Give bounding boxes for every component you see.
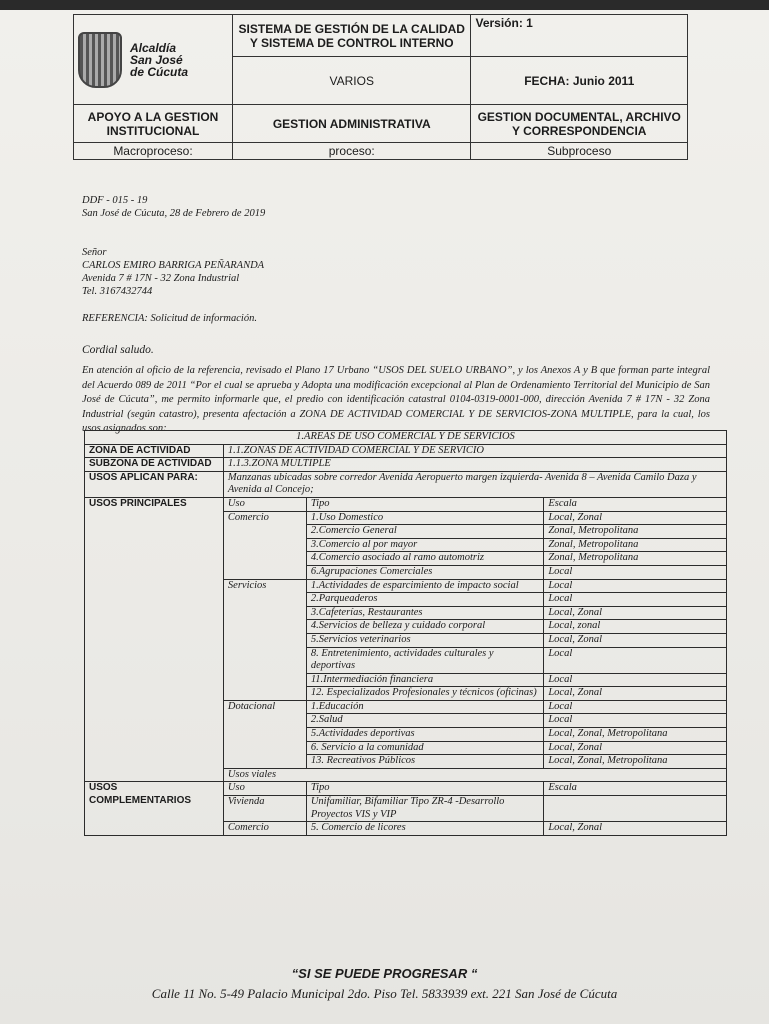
letter-date: San José de Cúcuta, 28 de Febrero de 2019 [82, 208, 266, 219]
greeting: Cordial saludo. [82, 344, 154, 356]
varios-label: VARIOS [233, 57, 471, 105]
tipo-cell: 11.Intermediación financiera [306, 673, 544, 687]
land-use-table [84, 430, 727, 836]
recipient-tel: Tel. 3167432744 [82, 286, 153, 297]
tipo-cell: 4.Comercio asociado al ramo automotriz [306, 552, 544, 566]
usos-complementarios-label: USOS COMPLEMENTARIOS [85, 782, 224, 835]
tipo-cell: 6. Servicio a la comunidad [306, 741, 544, 755]
tipo-cell: 5.Servicios veterinarios [306, 633, 544, 647]
zona-value: 1.1.ZONAS DE ACTIVIDAD COMERCIAL Y DE SERVICIO [223, 444, 726, 458]
escala-cell: Zonal, Metropolitana [544, 552, 727, 566]
tipo-cell: 1.Educación [306, 700, 544, 714]
escala-cell: Local, Zonal [544, 687, 727, 701]
subproceso-value: GESTION DOCUMENTAL, ARCHIVO Y CORRESPONDENCIA [471, 105, 688, 143]
tipo-cell: 12. Especializados Profesionales y técnicos (oficinas) [306, 687, 544, 701]
subzona-label: SUBZONA DE ACTIVIDAD [85, 458, 224, 472]
table-row [85, 471, 727, 497]
escala-cell [544, 796, 727, 822]
escala-cell: Zonal, Metropolitana [544, 538, 727, 552]
recipient-block [82, 246, 707, 298]
proceso-value: GESTION ADMINISTRATIVA [233, 105, 471, 143]
tipo-cell: 6.Agrupaciones Comerciales [306, 565, 544, 579]
table-title: 1.AREAS DE USO COMERCIAL Y DE SERVICIOS [85, 431, 727, 445]
tipo-cell: 2.Comercio General [306, 525, 544, 539]
escala-cell: Local, Zonal [544, 633, 727, 647]
col-uso: Uso [223, 782, 306, 796]
tipo-cell: 5.Actividades deportivas [306, 728, 544, 742]
document-header [73, 14, 688, 160]
uso-group-label: Dotacional [223, 700, 306, 768]
subproceso-label: Subproceso [471, 143, 688, 160]
escala-cell: Local, Zonal [544, 606, 727, 620]
table-row [85, 444, 727, 458]
escala-cell: Local [544, 647, 727, 673]
escala-cell: Local, Zonal [544, 741, 727, 755]
col-escala: Escala [544, 782, 727, 796]
table-row [85, 497, 727, 511]
tipo-cell: 3.Cafeterías, Restaurantes [306, 606, 544, 620]
logo-cell [74, 15, 233, 105]
city-seal-icon [78, 32, 122, 88]
tipo-cell: 13. Recreativos Públicos [306, 755, 544, 769]
escala-cell: Local, Zonal, Metropolitana [544, 728, 727, 742]
top-shadow [0, 0, 769, 10]
proceso-label: proceso: [233, 143, 471, 160]
logo-line-2: San José [130, 52, 183, 67]
escala-cell: Local, Zonal [544, 822, 727, 836]
tipo-cell: 4.Servicios de belleza y cuidado corporal [306, 620, 544, 634]
reference-code: DDF - 015 - 19 [82, 195, 148, 206]
tipo-cell: 2.Salud [306, 714, 544, 728]
escala-cell: Local [544, 714, 727, 728]
escala-cell: Zonal, Metropolitana [544, 525, 727, 539]
usos-principales-label: USOS PRINCIPALES [85, 497, 224, 781]
body-paragraph: En atención al oficio de la referencia, revisado el Plano 17 Urbano “USOS DEL SUELO URBANO”, y los Anexos A y B que forman parte integral del Acuerdo 089 de 2011 “Por el cual se aprueba y Adopta una modificación excepcional al Plan de Ordenamiento Territorial del Municipio de San José de Cúcuta”, me permito informarle que, el predio con identificación catastral 0104-0319-0001-000, dirección Avenida 7 # 17N - 32 Zona Industrial (según catastro), presenta afectación a ZONA DE ACTIVIDAD COMERCIAL Y DE SERVICIOS-ZONA MULTIPLE, para la cual, los usos asignados son: [82, 365, 710, 434]
tipo-cell: 1.Uso Domestico [306, 511, 544, 525]
table-row [85, 458, 727, 472]
uso-group-label: Servicios [223, 579, 306, 700]
recipient-name: CARLOS EMIRO BARRIGA PEÑARANDA [82, 260, 265, 271]
logo-line-3: de Cúcuta [130, 64, 189, 79]
table-row [85, 782, 727, 796]
macroproceso-value: APOYO A LA GESTION INSTITUCIONAL [74, 105, 233, 143]
logo-line-1: Alcaldía [130, 40, 177, 55]
logo-text [130, 42, 188, 78]
aplican-label: USOS APLICAN PARA: [85, 471, 224, 497]
uso-group-label: Comercio [223, 511, 306, 579]
table-row [85, 431, 727, 445]
system-title: SISTEMA DE GESTIÓN DE LA CALIDAD Y SISTEMA DE CONTROL INTERNO [233, 15, 471, 57]
fecha: FECHA: Junio 2011 [471, 57, 688, 105]
version: Versión: 1 [471, 15, 688, 57]
usos-viales: Usos viales [223, 768, 726, 782]
macroproceso-label: Macroproceso: [74, 143, 233, 160]
col-uso: Uso [223, 497, 306, 511]
tipo-cell: 1.Actividades de esparcimiento de impacto social [306, 579, 544, 593]
aplican-value: Manzanas ubicadas sobre corredor Avenida Aeropuerto margen izquierda- Avenida 8 – Avenida Camilo Daza y Avenida al Concejo; [223, 471, 726, 497]
referencia-line: REFERENCIA: Solicitud de información. [82, 313, 257, 324]
col-tipo: Tipo [306, 782, 544, 796]
recipient-title: Señor [82, 247, 107, 258]
escala-cell: Local, Zonal [544, 511, 727, 525]
footer-slogan: “SI SE PUEDE PROGRESAR “ [291, 966, 478, 981]
tipo-cell: 3.Comercio al por mayor [306, 538, 544, 552]
letter-meta [82, 194, 707, 220]
col-tipo: Tipo [306, 497, 544, 511]
escala-cell: Local, zonal [544, 620, 727, 634]
col-escala: Escala [544, 497, 727, 511]
escala-cell: Local [544, 673, 727, 687]
uso-cell: Comercio [223, 822, 306, 836]
zona-label: ZONA DE ACTIVIDAD [85, 444, 224, 458]
escala-cell: Local [544, 593, 727, 607]
escala-cell: Local, Zonal, Metropolitana [544, 755, 727, 769]
tipo-cell: 2.Parqueaderos [306, 593, 544, 607]
escala-cell: Local [544, 579, 727, 593]
escala-cell: Local [544, 700, 727, 714]
recipient-address: Avenida 7 # 17N - 32 Zona Industrial [82, 273, 240, 284]
tipo-cell: 8. Entretenimiento, actividades culturales y deportivas [306, 647, 544, 673]
footer-address: Calle 11 No. 5-49 Palacio Municipal 2do. Piso Tel. 5833939 ext. 221 San José de Cúcuta [151, 986, 618, 1001]
escala-cell: Local [544, 565, 727, 579]
subzona-value: 1.1.3.ZONA MULTIPLE [223, 458, 726, 472]
uso-cell: Vivienda [223, 796, 306, 822]
tipo-cell: Unifamiliar, Bifamiliar Tipo ZR-4 -Desarrollo Proyectos VIS y VIP [306, 796, 544, 822]
tipo-cell: 5. Comercio de licores [306, 822, 544, 836]
